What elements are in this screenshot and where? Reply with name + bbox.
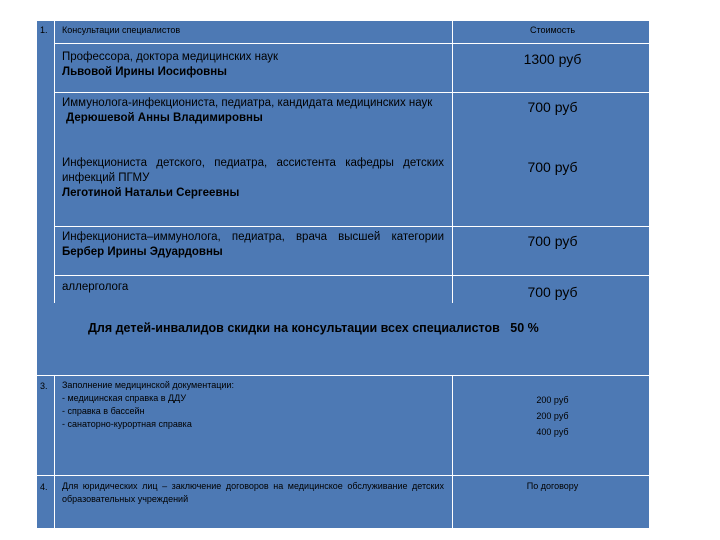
contract-price: По договору: [526, 481, 579, 491]
table-row: [62, 156, 444, 201]
list-item: - медицинская справка в ДДУ: [62, 393, 187, 403]
table-border-top: [36, 20, 649, 21]
documents-list: [62, 379, 234, 431]
header-title: Консультации специалистов: [62, 25, 181, 35]
price-table: [36, 20, 650, 529]
table-row: [62, 96, 444, 126]
row-divider: [54, 275, 649, 276]
list-item-price: 200 руб: [536, 395, 569, 405]
documents-title: Заполнение медицинской документации:: [62, 380, 234, 390]
row-price: 700 руб: [527, 99, 578, 115]
section-number: 3.: [40, 381, 48, 391]
row-divider: [54, 92, 649, 93]
row-price: 700 руб: [527, 159, 578, 175]
specialist-name: Леготиной Натальи Сергеевны: [62, 187, 240, 199]
table-row: [62, 230, 444, 260]
column-divider: [54, 375, 55, 528]
list-item-price: 400 руб: [536, 427, 569, 437]
header-number: 1.: [40, 25, 48, 35]
documents-prices: [456, 392, 649, 440]
list-item: - санаторно-курортная справка: [62, 419, 192, 429]
specialist-name: Львовой Ирины Иосифовны: [62, 66, 227, 78]
specialist-title: Инфекциониста детского, педиатра, ассистента кафедры детских инфекций ПГМУ: [62, 157, 444, 184]
row-price: 700 руб: [527, 284, 578, 300]
list-item: - справка в бассейн: [62, 406, 145, 416]
specialist-title: Иммунолога-инфекциониста, педиатра, кандидата медицинских наук: [62, 97, 433, 109]
list-item-price: 200 руб: [536, 411, 569, 421]
contract-text: Для юридических лиц – заключение договоров на медицинское обслуживание детских образовательных учреждений: [62, 481, 444, 504]
row-divider: [54, 43, 649, 44]
specialist-title: Инфекциониста–иммунолога, педиатра, врача высшей категории: [62, 231, 444, 243]
column-divider: [452, 375, 453, 528]
specialist-title-with-name: [62, 230, 444, 260]
table-border-left: [36, 20, 37, 528]
row-divider: [54, 226, 649, 227]
table-row: [62, 50, 444, 80]
specialist-name: Бербер Ирины Эдуардовны: [62, 246, 223, 258]
specialist-name: Дерюшевой Анны Владимировны: [66, 112, 263, 124]
specialist-title: аллерголога: [62, 281, 129, 293]
row-divider: [36, 375, 649, 376]
header-price: Стоимость: [529, 25, 576, 35]
row-price: 700 руб: [527, 233, 578, 249]
row-price: 1300 руб: [523, 51, 582, 67]
row-divider: [36, 475, 649, 476]
column-divider: [54, 20, 55, 303]
section-number: 4.: [40, 482, 48, 492]
discount-note: Для детей-инвалидов скидки на консультации всех специалистов 50 %: [88, 321, 539, 335]
column-divider: [452, 20, 453, 303]
specialist-title: Профессора, доктора медицинских наук: [62, 51, 279, 63]
